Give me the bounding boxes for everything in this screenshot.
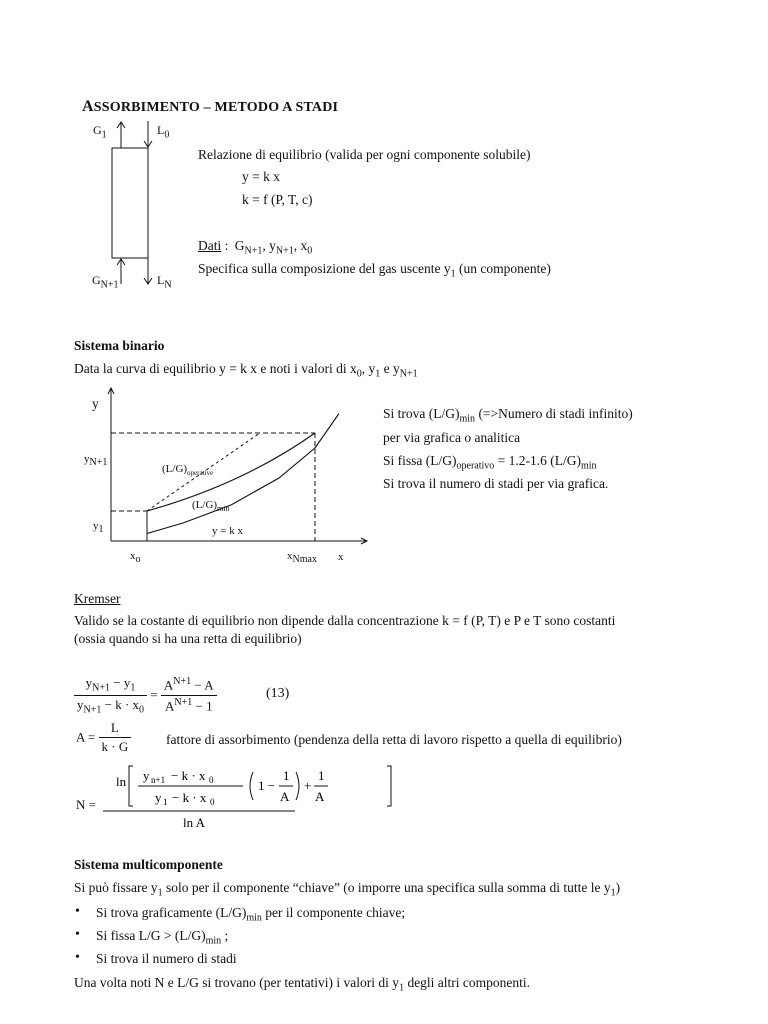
tick-label-x0: $x_o$	[130, 550, 141, 566]
multi-intro: Si può fissare $y_1$ solo per il componente “chiave” (o imporre una specifica sulla somma di tutte le $y_1$)	[74, 880, 621, 899]
svg-text:A: A	[315, 789, 325, 804]
svg-text:ln A: ln A	[183, 815, 206, 830]
ln-label: $L_N$	[157, 273, 172, 291]
column-diagram	[88, 118, 188, 293]
equilibrium-eq1: y = k x	[242, 169, 280, 184]
equilibrium-heading: Relazione di equilibrio (valida per ogni componente solubile)	[198, 147, 531, 162]
svg-text:y: y	[155, 790, 162, 805]
binario-right-2: per via grafica o analitica	[383, 430, 521, 445]
svg-text:+: +	[304, 778, 312, 793]
l0-label: $L_0$	[157, 123, 170, 141]
multi-bullet-3: Si trova il numero di stadi	[96, 951, 237, 966]
a-definition-text: fattore di assorbimento (pendenza della retta di lavoro rispetto a quella di equilibrio)	[166, 732, 622, 747]
tick-label-y1: $y_1$	[93, 520, 104, 536]
binario-intro: Data la curva di equilibrio y = k x e noti i valori di $x_0$, $y_1$ e $y_{N+1}$	[74, 361, 418, 380]
svg-text:1: 1	[163, 797, 168, 807]
x-axis-label: x	[338, 551, 344, 563]
svg-text:1 −: 1 −	[258, 778, 276, 793]
bullet-dot: •	[75, 950, 80, 965]
svg-text:1: 1	[283, 768, 290, 783]
svg-text:A: A	[280, 789, 290, 804]
svg-text:y: y	[143, 768, 150, 783]
svg-text:− k · x: − k · x	[171, 768, 206, 783]
kremser-text1: Valido se la costante di equilibrio non dipende dalla concentrazione k = f (P, T) e P e T sono costanti	[74, 613, 616, 628]
binario-right-3: Si fissa $(L/G)_{operativo} = 1.2-1.6$ $(L/G)_{min}$	[383, 453, 597, 472]
svg-text:ln: ln	[116, 774, 127, 789]
multi-heading: Sistema multicomponente	[74, 857, 223, 872]
n-formula	[103, 760, 325, 830]
binario-right-4: Si trova il numero di stadi per via grafica.	[383, 476, 609, 491]
kremser-equation: $\frac{y_{N+1} - y_1}{y_{N+1} - k \cdot x_0}$ = $\frac{A^{N+1} - A}{A^{N+1} - 1}$	[74, 675, 217, 715]
svg-text:n+1: n+1	[151, 775, 166, 785]
svg-text:0: 0	[210, 797, 215, 807]
tick-label-yn1: $y_{N+1}$	[84, 453, 108, 469]
svg-text:− k · x: − k · x	[172, 790, 207, 805]
page-title: ASSORBIMENTO – METODO A STADI	[82, 98, 339, 115]
a-definition-formula: A = $\frac{L}{k \cdot G}$	[76, 720, 131, 755]
equilibrium-eq2: k = f (P, T, c)	[242, 192, 313, 207]
bullet-dot: •	[75, 927, 80, 942]
dati-spec: Specifica sulla composizione del gas uscente $y_1$ (un componente)	[198, 261, 551, 280]
multi-final: Una volta noti N e L/G si trovano (per tentativi) i valori di $y_1$ degli altri componenti.	[74, 975, 531, 994]
multi-bullet-2: Si fissa $L/G > (L/G)_{min}$ ;	[96, 928, 229, 947]
dati-line: Dati : $G_{N+1}$, $y_{N+1}$, $x_0$	[198, 238, 313, 257]
label-min: $(L/G)_{min}$	[192, 499, 230, 514]
y-axis-label: y	[92, 396, 99, 411]
gn1-label: $G_{N+1}$	[92, 273, 119, 291]
equilibrium-chart	[76, 386, 366, 571]
svg-text:0: 0	[209, 775, 214, 785]
label-curve: y = k x	[212, 525, 243, 537]
kremser-heading: Kremser	[74, 591, 121, 606]
kremser-text2: (ossia quando si ha una retta di equilibrio)	[74, 631, 302, 646]
equation-number: (13)	[266, 686, 290, 701]
n-formula-lhs: N =	[76, 797, 96, 812]
tick-label-xnmax: $x_{Nmax}$	[287, 550, 317, 566]
svg-text:1: 1	[318, 768, 325, 783]
binario-heading: Sistema binario	[74, 338, 165, 353]
multi-bullet-1: Si trova graficamente $(L/G)_{min}$ per il componente chiave;	[96, 905, 406, 924]
label-operative: $(L/G)_{operative}$	[162, 463, 214, 478]
bullet-dot: •	[75, 904, 80, 919]
g1-label: $G_1$	[93, 123, 107, 141]
binario-right-1: Si trova $(L/G)_{min}$ (=>Numero di stadi infinito)	[383, 406, 633, 425]
